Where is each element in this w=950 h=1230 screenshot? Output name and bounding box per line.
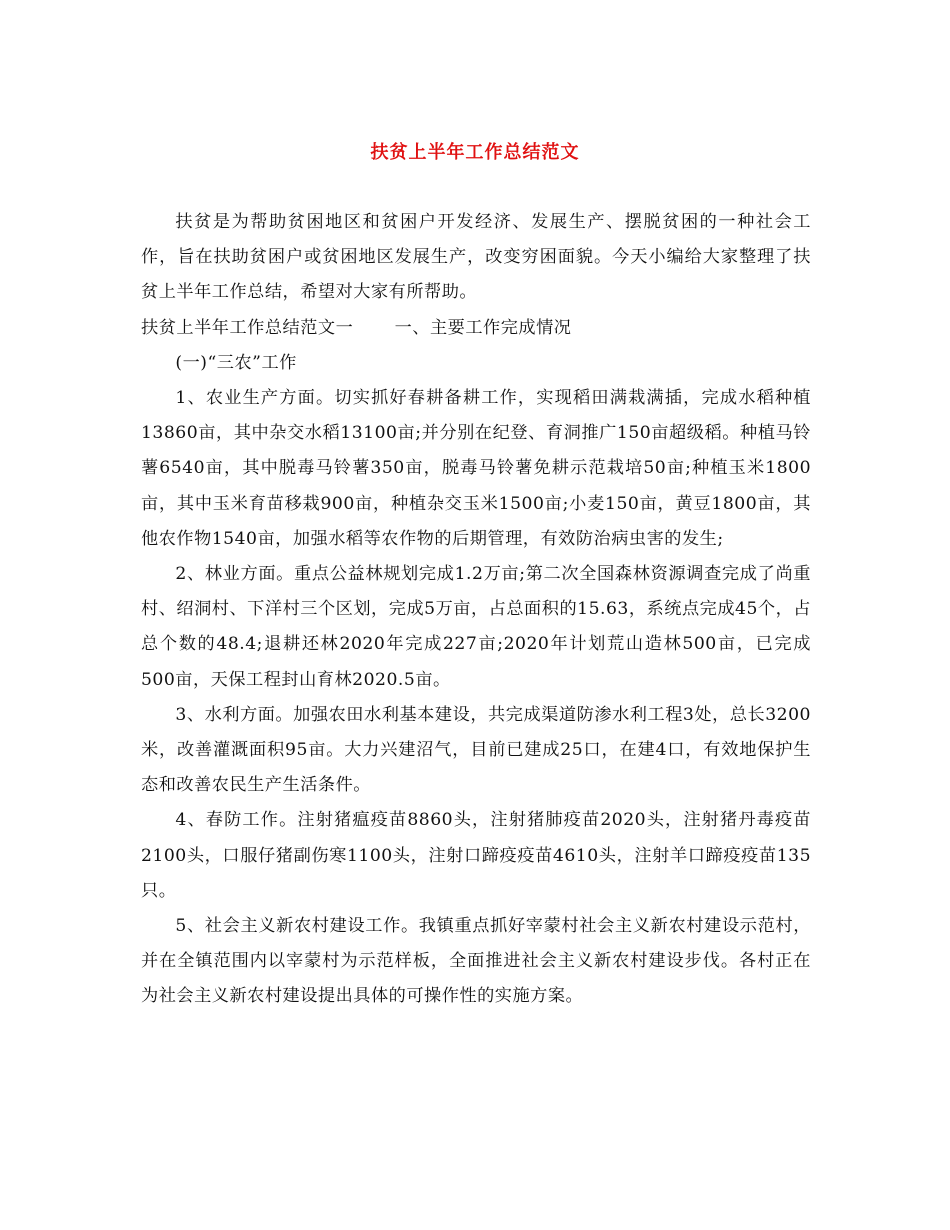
paragraph-forestry: 2、林业方面。重点公益林规划完成1.2万亩;第二次全国森林资源调查完成了尚重村、绍洞村、下洋村三个区划，完成5万亩，占总面积的15.63，系统点完成45个，占总个数的48.4;退耕还林2020年完成227亩;2020年计划荒山造林500亩，已完成500亩，天保工程封山育林2020.5亩。 — [141, 564, 811, 690]
paragraph-agriculture: 1、农业生产方面。切实抓好春耕备耕工作，实现稻田满栽满插，完成水稻种植13860亩，其中杂交水稻13100亩;并分别在纪登、育洞推广150亩超级稻。种植马铃薯6540亩，其中脱毒马铃薯350亩，脱毒马铃薯免耕示范栽培50亩;种植玉米1800亩，其中玉米育苗移栽900亩，种植杂交玉米1500亩;小麦150亩，黄豆1800亩，其他农作物1540亩，加强水稻等农作物的后期管理，有效防治病虫害的发生; — [141, 388, 811, 549]
intro-paragraph: 扶贫是为帮助贫困地区和贫困户开发经济、发展生产、摆脱贫困的一种社会工作，旨在扶助贫困户或贫困地区发展生产，改变穷困面貌。今天小编给大家整理了扶贫上半年工作总结，希望对大家有所帮助。 — [141, 212, 811, 303]
subtitle-line: 扶贫上半年工作总结范文一 一、主要工作完成情况 — [141, 317, 572, 338]
document-body — [141, 205, 811, 1015]
section-heading: (一)“三农”工作 — [175, 352, 297, 373]
paragraph-new-countryside: 5、社会主义新农村建设工作。我镇重点抓好宰蒙村社会主义新农村建设示范村，并在全镇范围内以宰蒙村为示范样板，全面推进社会主义新农村建设步伐。各村正在为社会主义新农村建设提出具体的可操作性的实施方案。 — [141, 916, 811, 1007]
paragraph-spring-prevention: 4、春防工作。注射猪瘟疫苗8860头，注射猪肺疫苗2020头，注射猪丹毒疫苗2100头，口服仔猪副伤寒1100头，注射口蹄疫疫苗4610头，注射羊口蹄疫疫苗135只。 — [141, 810, 811, 901]
paragraph-water-conservancy: 3、水利方面。加强农田水利基本建设，共完成渠道防渗水利工程3处，总长3200米，改善灌溉面积95亩。大力兴建沼气，目前已建成25口，在建4口，有效地保护生态和改善农民生产生活条件。 — [141, 704, 811, 796]
document-title: 扶贫上半年工作总结范文 — [370, 142, 580, 163]
